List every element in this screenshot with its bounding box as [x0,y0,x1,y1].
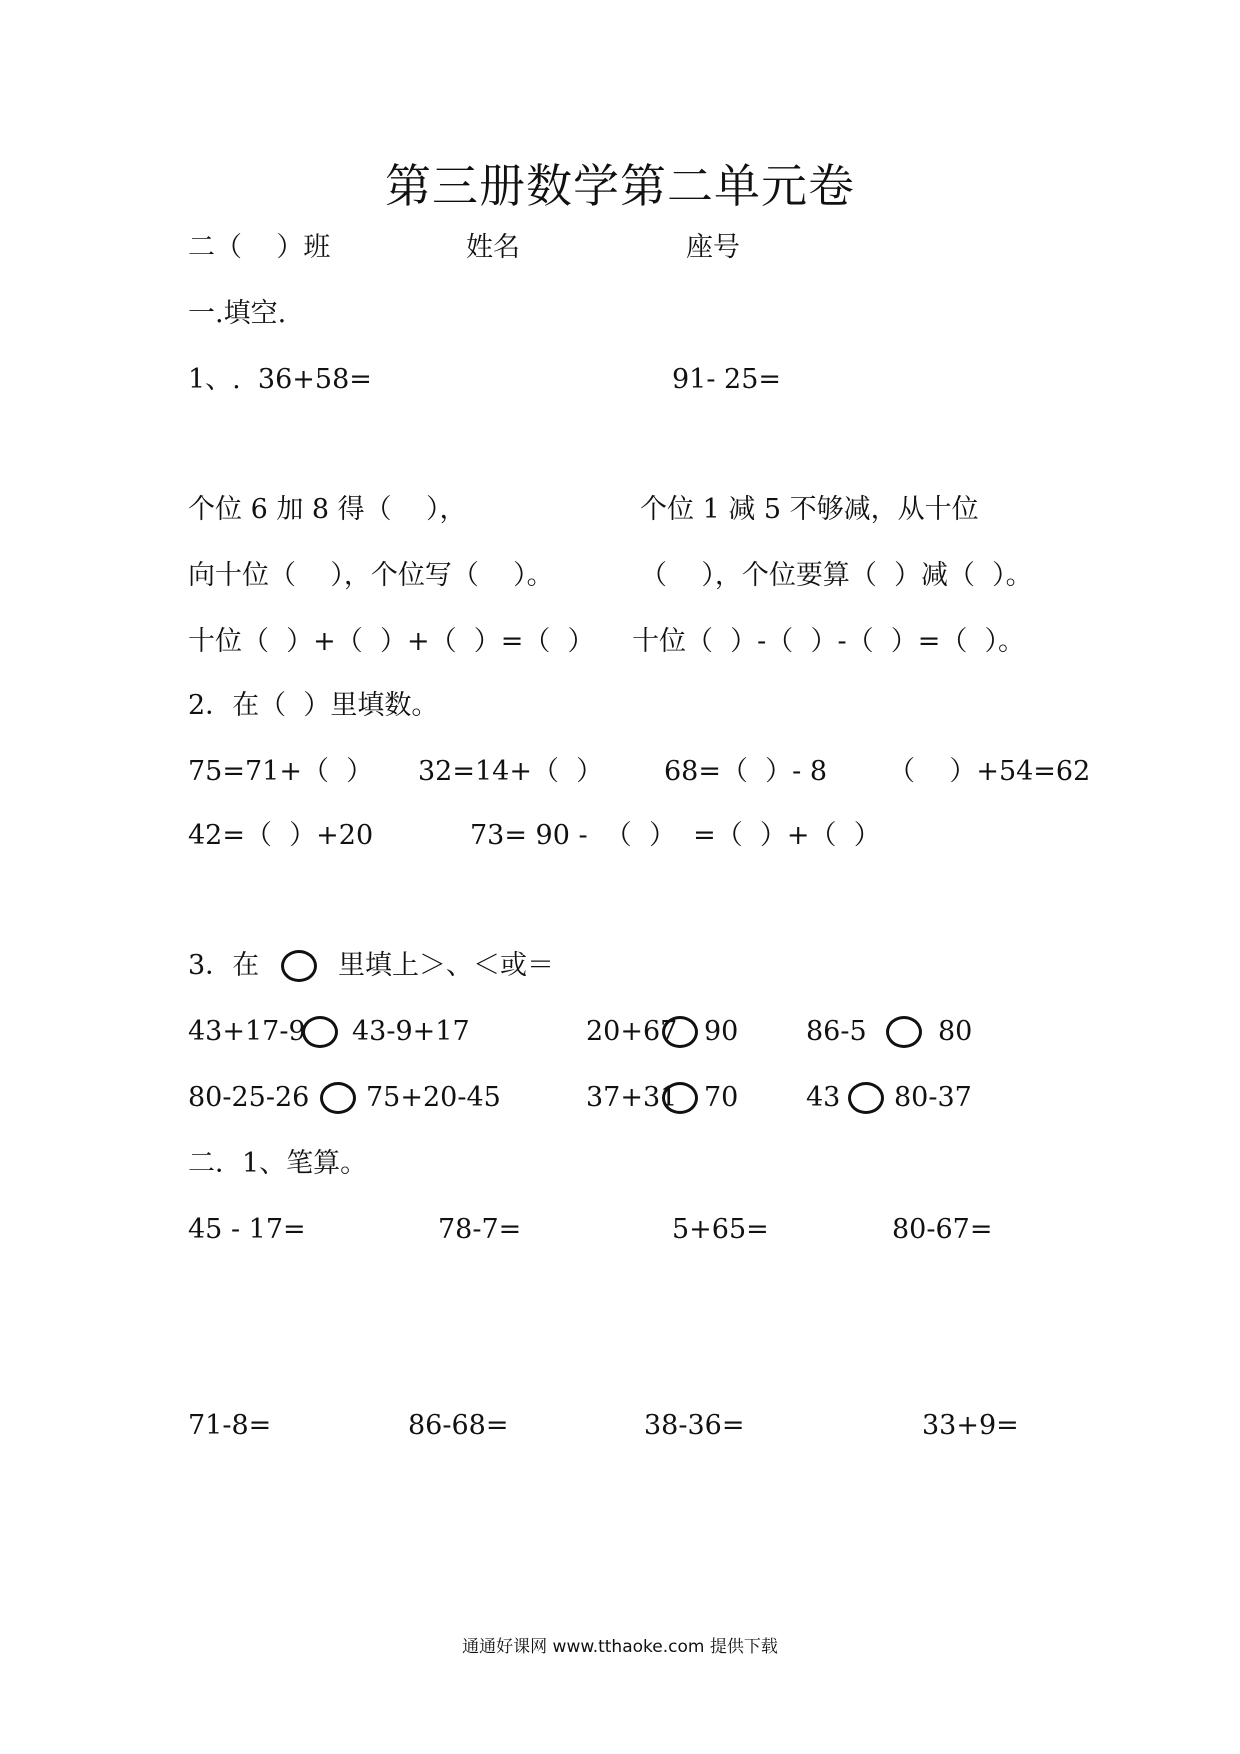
compare-left: 43+17-9 [188,1016,306,1047]
compare-circle[interactable] [320,1082,356,1114]
calc-item: 78-7= [438,1214,522,1245]
q3-heading-pre: 3．在 [188,950,260,981]
compare-right: 90 [704,1016,739,1047]
calc-item: 86-68= [408,1410,509,1441]
calc-item: 5+65= [672,1214,769,1245]
q3-heading-post: 里填上＞、＜或＝ [338,950,554,981]
q2-item: （ ）+54=62 [888,756,1091,787]
compare-right: 80 [938,1016,973,1047]
q2-item: 32=14+（ ） [418,756,604,787]
page-title: 第三册数学第二单元卷 [385,159,855,213]
q1-right-line-1: 个位 1 减 5 不够减，从十位 [640,494,979,525]
q1-left-line-3: 十位（ ）+（ ）+（ ）=（ ） [188,626,595,657]
compare-left: 86-5 [806,1016,867,1047]
section-heading-fill-blanks: 一.填空. [188,298,287,329]
q1-left-line-1: 个位 6 加 8 得（ ）， [188,494,467,525]
footer-note: 通通好课网 www.tthaoke.com 提供下载 [462,1637,778,1657]
compare-circle [281,950,317,982]
section-heading-written-calc: 二．1、笔算。 [188,1148,368,1179]
compare-circle[interactable] [662,1016,698,1048]
compare-circle[interactable] [886,1016,922,1048]
q1-right-line-2: （ ），个位要算（ ）减（ ）。 [640,560,1033,591]
compare-left: 80-25-26 [188,1082,310,1113]
q2-item: 73= 90 - （ ） =（ ）+（ ） [470,820,881,851]
compare-right: 43-9+17 [352,1016,470,1047]
calc-item: 80-67= [892,1214,993,1245]
name-label: 姓名 [466,232,520,263]
compare-circle[interactable] [848,1082,884,1114]
compare-left: 37+31 [586,1082,678,1113]
q2-item: 42=（ ）+20 [188,820,374,851]
calc-item: 33+9= [922,1410,1019,1441]
compare-right: 80-37 [894,1082,972,1113]
q1-left-line-2: 向十位（ ），个位写（ ）。 [188,560,554,591]
q1-right-equation: 91- 25= [672,364,782,395]
class-label: 二（ ）班 [188,232,331,263]
calc-item: 71-8= [188,1410,272,1441]
compare-left: 43 [806,1082,841,1113]
calc-item: 38-36= [644,1410,745,1441]
compare-circle[interactable] [302,1016,338,1048]
q2-item: 75=71+（ ） [188,756,374,787]
q2-heading: 2．在（ ）里填数。 [188,690,439,721]
compare-left: 20+67 [586,1016,678,1047]
compare-right: 75+20-45 [366,1082,501,1113]
q1-label: 1、. 36+58= [188,364,372,395]
calc-item: 45 - 17= [188,1214,306,1245]
q1-right-line-3: 十位（ ）-（ ）-（ ）=（ ）。 [632,626,1026,657]
compare-circle[interactable] [662,1082,698,1114]
compare-right: 70 [704,1082,739,1113]
q2-item: 68=（ ）- 8 [664,756,828,787]
seat-label: 座号 [686,232,740,263]
